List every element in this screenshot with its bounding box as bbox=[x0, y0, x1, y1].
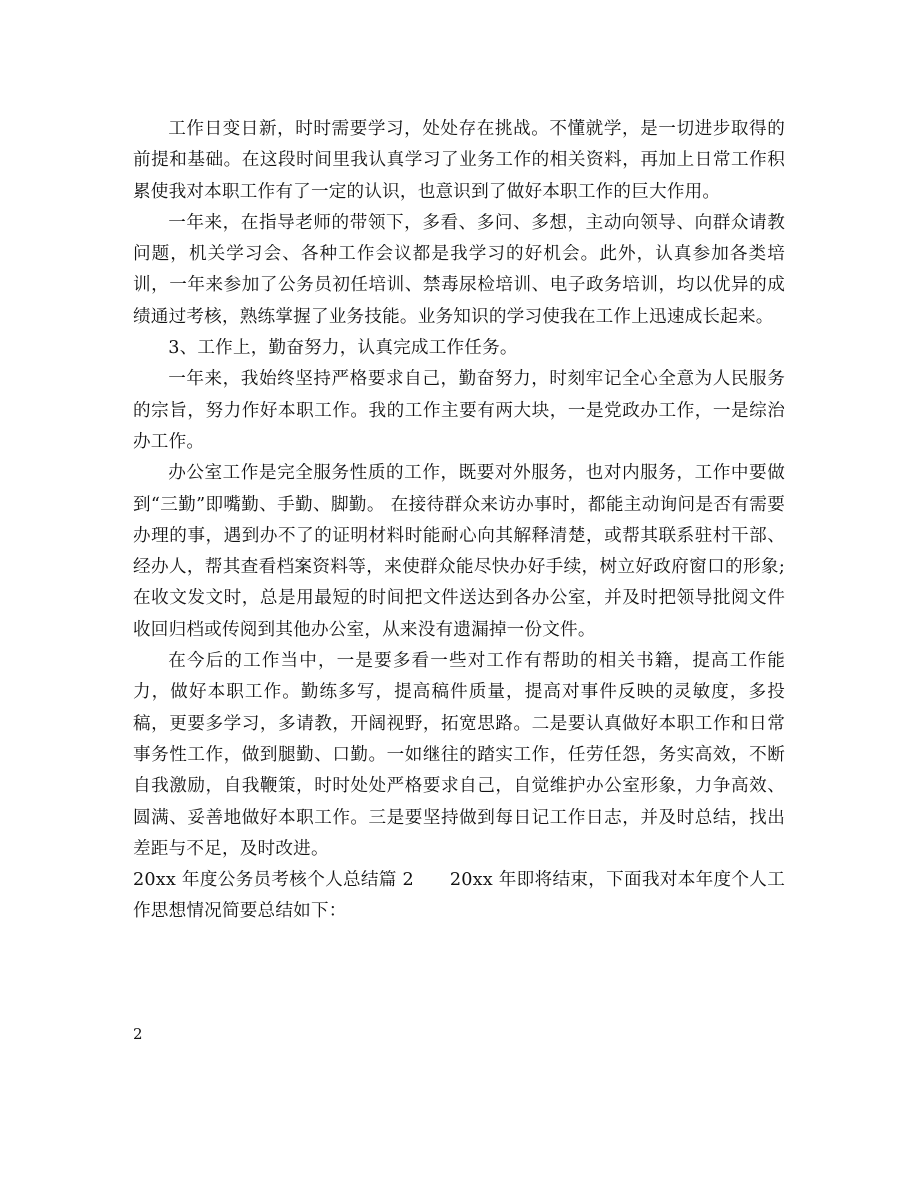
page-number: 2 bbox=[133, 1025, 143, 1043]
document-body bbox=[133, 114, 785, 928]
section-heading-work: 3、工作上，勤奋努力，认真完成工作任务。 bbox=[168, 338, 518, 359]
paragraph-learning: 工作日变日新，时时需要学习，处处存在挑战。不懂就学，是一切进步取得的前提和基础。在这段时间里我认真学习了业务工作的相关资料，再加上日常工作积累使我对本职工作有了一定的认识，也意识到了做好本职工作的巨大作用。 bbox=[133, 119, 785, 202]
paragraph-next-summary: 20xx 年度公务员考核个人总结篇 2 20xx 年即将结束，下面我对本年度个人工作思想情况简要总结如下： bbox=[133, 870, 785, 922]
paragraph-training: 一年来，在指导老师的带领下，多看、多问、多想，主动向领导、向群众请教问题，机关学习会、各种工作会议都是我学习的好机会。此外，认真参加各类培训，一年来参加了公务员初任培训、禁毒尿检培训、电子政务培训，均以优异的成绩通过考核，熟练掌握了业务技能。业务知识的学习使我在工作上迅速成长起来。 bbox=[133, 212, 785, 327]
paragraph-diligence: 一年来，我始终坚持严格要求自己，勤奋努力，时刻牢记全心全意为人民服务的宗旨，努力作好本职工作。我的工作主要有两大块，一是党政办工作，一是综治办工作。 bbox=[133, 369, 785, 452]
paragraph-office-work: 办公室工作是完全服务性质的工作，既要对外服务，也对内服务，工作中要做到“三勤”即嘴勤、手勤、脚勤。 在接待群众来访办事时，都能主动询问是否有需要办理的事，遇到办不了的证明材料时能耐心向其解释清楚，或帮其联系驻村干部、经办人，帮其查看档案资料等，来使群众能尽快办好手续，树立好政府窗口的形象;在收文发文时，总是用最短的时间把文件送达到各办公室，并及时把领导批阅文件收回归档或传阅到其他办公室，从来没有遗漏掉一份文件。 bbox=[133, 463, 785, 640]
paragraph-future-plans: 在今后的工作当中，一是要多看一些对工作有帮助的相关书籍，提高工作能力，做好本职工作。勤练多写，提高稿件质量，提高对事件反映的灵敏度，多投稿，更要多学习，多请教，开阔视野，拓宽思路。二是要认真做好本职工作和日常事务性工作，做到腿勤、口勤。一如继往的踏实工作，任劳任怨，务实高效，不断自我激励，自我鞭策，时时处处严格要求自己，自觉维护办公室形象，力争高效、圆满、妥善地做好本职工作。三是要坚持做到每日记工作日志，并及时总结，找出差距与不足，及时改进。 bbox=[133, 651, 785, 859]
